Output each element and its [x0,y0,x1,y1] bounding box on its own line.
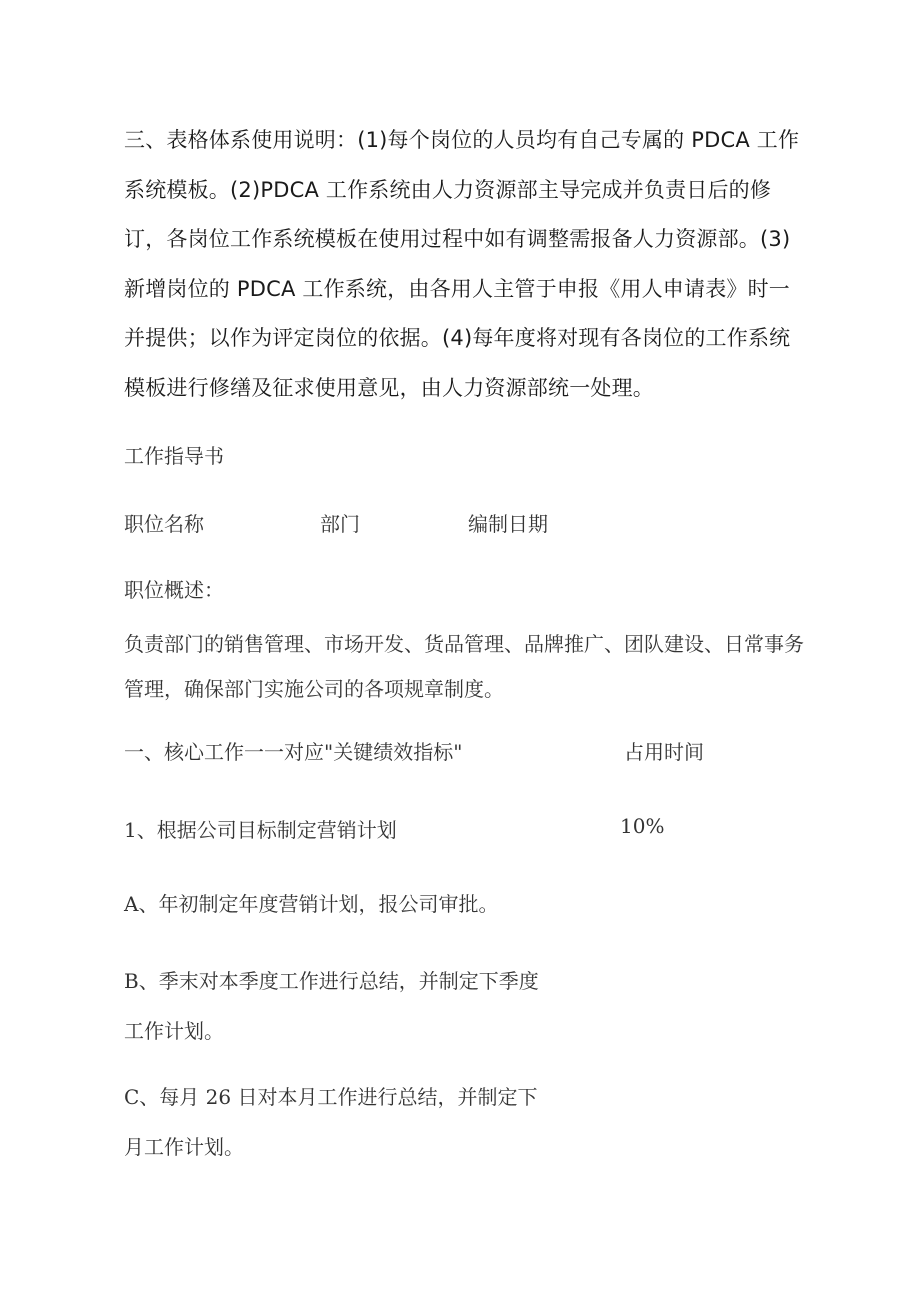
task-item-1-percent: 10% [620,814,665,838]
guide-title: 工作指导书 [124,444,224,468]
position-name-label: 职位名称 [124,512,204,536]
sub-item-a: A、年初制定年度营销计划，报公司审批。 [124,892,499,916]
overview-label: 职位概述： [124,578,224,602]
department-label: 部门 [320,512,360,536]
compile-date-label: 编制日期 [468,512,548,536]
position-info-row [124,508,684,538]
sub-item-c: C、每月 26 日对本月工作进行总结，并制定下月工作计划。 [124,1085,538,1159]
task-item-1-title: 1、根据公司目标制定营销计划 [124,818,397,842]
table-system-instructions: 三、表格体系使用说明：(1)每个岗位的人员均有自己专属的 PDCA 工作系统模板。(2)PDCA 工作系统由人力资源部主导完成并负责日后的修订，各岗位工作系统模板在使用过程中如有调整需报备人力资源部。(3)新增岗位的 PDCA 工作系统，由各用人主管于申报《用人申请表》时一并提供；以作为评定岗位的依据。(4)每年度将对现有各岗位的工作系统模板进行修缮及征求使用意见，由人力资源部统一处理。 [124,128,800,400]
core-work-header [124,736,764,766]
overview-text: 负责部门的销售管理、市场开发、货品管理、品牌推广、团队建设、日常事务管理，确保部门实施公司的各项规章制度。 [124,632,804,701]
task-item-1 [124,814,764,844]
core-work-title: 一、核心工作一一对应"关键绩效指标" [124,740,463,764]
time-occupied-label: 占用时间 [624,740,704,764]
sub-item-b: B、季末对本季度工作进行总结，并制定下季度工作计划。 [124,969,539,1043]
